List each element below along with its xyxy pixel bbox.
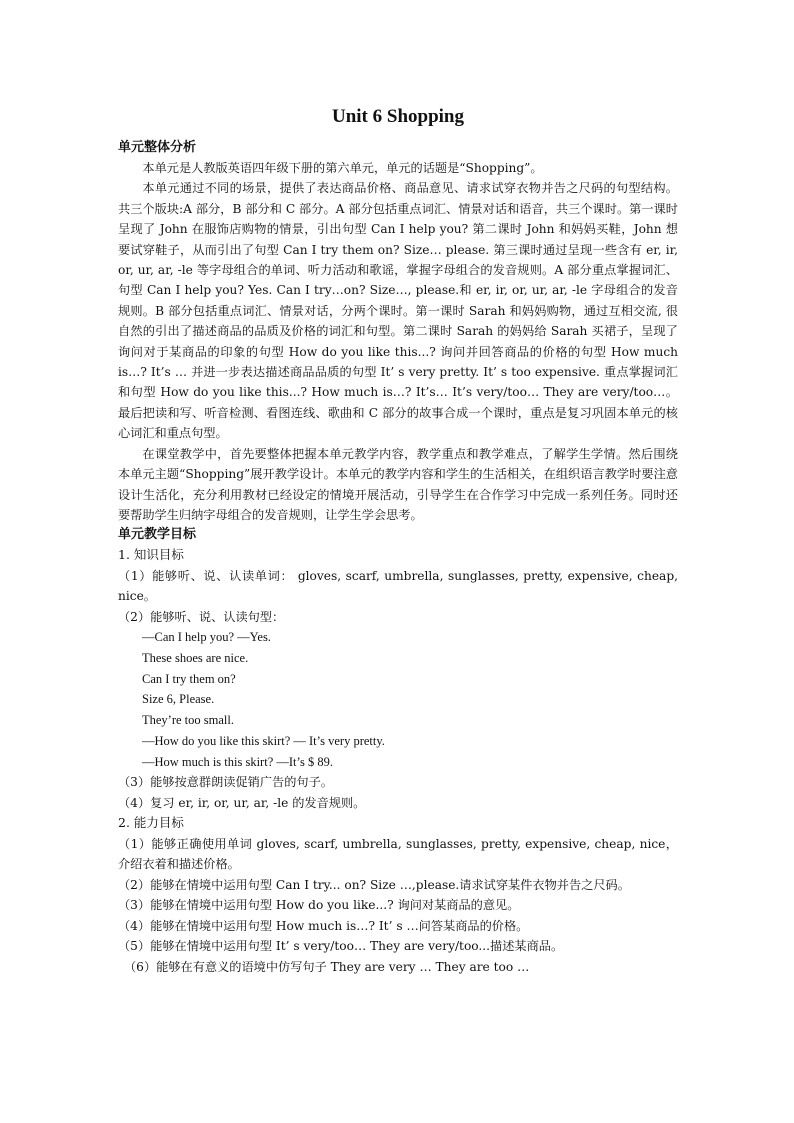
sentence-pattern-5: They’re too small. [142,713,234,728]
sentence-pattern-3: Can I try them on? [142,671,236,686]
goals-heading: 单元教学目标 [118,527,197,543]
ability-goal-item-1: （1）能够正确使用单词 gloves, scarf, umbrella, sunglasses, pretty, expensive, cheap, nice，介绍衣着和描述价格。 [118,836,678,872]
knowledge-goal-item-2: （2）能够听、说、认读句型： [118,609,285,624]
sentence-pattern-7: —How much is this skirt? —It’s $ 89. [142,754,333,769]
sentence-pattern-1: —Can I help you? —Yes. [142,630,271,645]
knowledge-goal-item-4: （4）复习 er, ir, or, ur, ar, -le 的发音规则。 [118,795,366,810]
page-title: Unit 6 Shopping [331,106,464,127]
ability-goals-label: 2. 能力目标 [118,815,184,831]
overview-paragraph-2: 本单元通过不同的场景，提供了表达商品价格、商品意见、请求试穿衣物并告之尺码的句型结构。共三个版块:A 部分，B 部分和 C 部分。A 部分包括重点词汇、情景对话和语音，共三个课时。第一课时呈现了 John 在服饰店购物的情景，引出句型 Can I help you? 第二课时 John 和妈妈买鞋，John 想要试穿鞋子，从而引出了句型 Can I try them on? Size… please. 第三课时通过呈现一些含有 er, ir, or, ur, ar, -le 等字母组合的单词、听力活动和歌谣，掌握字母组合的发音规则。A 部分重点掌握词汇、句型 Can I help you? Yes. Can I try…on? Size…, please.和 er, ir, or, ur, ar, -le 字母组合的发音规则。B 部分包括重点词汇、情景对话，分两个课时。第一课时 Sarah 和妈妈购物，通过互相交流, 很自然的引出了描述商品的品质及价格的词汇和句型。第二课时 Sarah 的妈妈给 Sarah 买裙子，呈现了询问对于某商品的印象的句型 How do you like this...? 询问并回答商品的价格的句型 How much is…? It’s … 并进一步表达描述商品品质的句型 It’ s very pretty. It’ s too expensive. 重点掌握词汇和句型 How do you like this...? How much is…? It’s… It’s very/too… They are very/too…。最后把读和写、听音检测、看图连线、歌曲和 C 部分的故事合成一个课时，重点是复习巩固本单元的核心词汇和重点句型。 [118,181,678,441]
sentence-pattern-6: —How do you like this skirt? — It’s very pretty. [142,733,385,748]
ability-goal-item-4: （4）能够在情境中运用句型 How much is…? It’ s …问答某商品的价格。 [118,918,529,933]
ability-goal-item-5: （5）能够在情境中运用句型 It’ s very/too… They are very/too...描述某商品。 [118,939,564,954]
overview-heading: 单元整体分析 [118,140,197,155]
overview-paragraph-1: 本单元是人教版英语四年级下册的第六单元，单元的话题是“Shopping”。 [142,161,543,175]
overview-paragraph-3: 在课堂教学中，首先要整体把握本单元教学内容，教学重点和教学难点，了解学生学情。然后围绕本单元主题“Shopping”展开教学设计。本单元的教学内容和学生的生活相关，在组织语言教学时要注意设计生活化，充分利用教材已经设定的情境开展活动，引导学生在合作学习中完成一系列任务。同时还要帮助学生归纳字母组合的发音规则，让学生学会思考。 [118,446,678,522]
ability-goal-item-3: （3）能够在情境中运用句型 How do you like...? 询问对某商品的意见。 [118,898,520,913]
knowledge-goal-item-1: （1）能够听、说、认读单词： gloves, scarf, umbrella, sunglasses, pretty, expensive, cheap, nice。 [118,568,678,604]
knowledge-goals-label: 1. 知识目标 [118,547,184,563]
document-page [118,104,678,977]
sentence-pattern-2: These shoes are nice. [142,651,249,666]
ability-goal-item-2: （2）能够在情境中运用句型 Can I try... on? Size …,please.请求试穿某件衣物并告之尺码。 [118,877,630,892]
ability-goal-item-6: （6）能够在有意义的语境中仿写句子 They are very … They are too … [124,959,530,974]
sentence-pattern-4: Size 6, Please. [142,692,215,707]
knowledge-goal-item-3: （3）能够按意群朗读促销广告的句子。 [118,775,333,790]
